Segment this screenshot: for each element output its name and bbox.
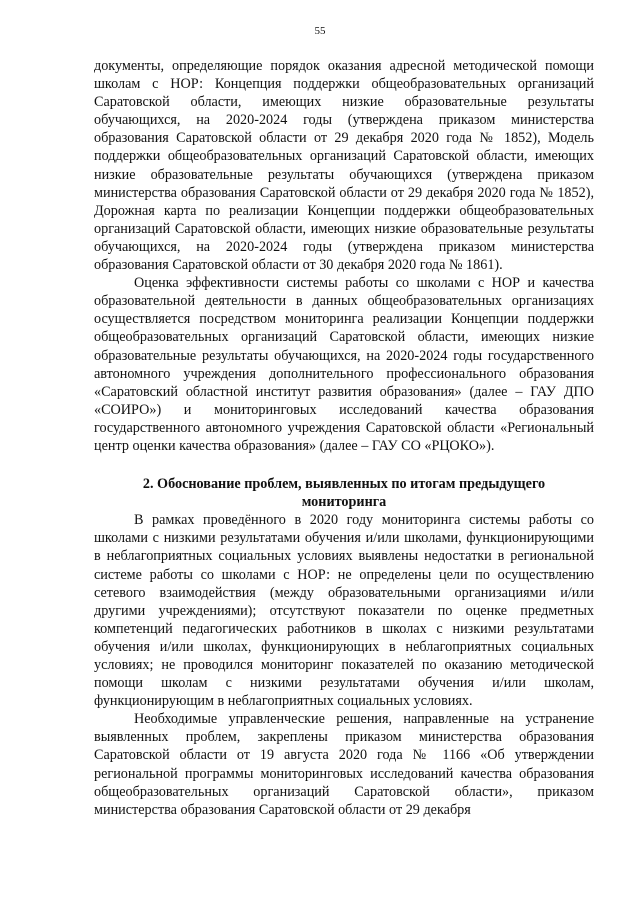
paragraph-3: В рамках проведённого в 2020 году мониторинга системы работы со школами с низкими результатами обучения и/или школами, функционирующими в неблагоприятных социальных условиях выявлены недостатки в региональной системе работы со школами с НОР: не определены цели по осуществлению сетевого взаимодействия (между образовательными организациями и/или другими учреждениями); отсутствуют показатели по оценке предметных компетенций педагогических работников в школах с низкими результатами обучения и/или школах, функционирующих в неблагоприятных социальных условиях; не проводился мониторинг показателей по оказанию методической помощи школам с низкими результатами обучения и/или школам, функционирующим в неблагоприятных социальных условиях.	[94, 512, 594, 710]
section-heading: 2. Обоснование проблем, выявленных по итогам предыдущего мониторинга	[142, 476, 546, 511]
document-body	[94, 57, 594, 819]
paragraph-4: Необходимые управленческие решения, направленные на устранение выявленных проблем, закреплены приказом министерства образования Саратовской области от 19 августа 2020 года № 1166 «Об утверждении региональной программы мониторинговых исследований качества образования общеобразовательных организаций Саратовской области», приказом министерства образования Саратовской области от 29 декабря	[94, 711, 594, 818]
paragraph-1: документы, определяющие порядок оказания адресной методической помощи школам с НОР: Концепция поддержки общеобразовательных организаций Саратовской области, имеющих низкие образовательные результаты обучающихся, на 2020-2024 годы (утверждена приказом министерства образования Саратовской области от 29 декабря 2020 года № 1852), Модель поддержки общеобразовательных организаций Саратовской области, имеющих низкие образовательные результаты обучающихся (утверждена приказом министерства образования Саратовской области от 29 декабря 2020 года № 1852), Дорожная карта по реализации Концепции поддержки общеобразовательных организаций Саратовской области, имеющих низкие образовательные результаты обучающихся, на 2020-2024 годы (утверждена приказом министерства образования Саратовской области от 30 декабря 2020 года № 1861).	[94, 58, 594, 274]
paragraph-2: Оценка эффективности системы работы со школами с НОР и качества образовательной деятельности в данных общеобразовательных организациях осуществляется посредством мониторинга реализации Концепции поддержки общеобразовательных организаций Саратовской области, имеющих низкие образовательные результаты обучающихся, на 2020-2024 годы государственного автономного учреждения дополнительного профессионального образования «Саратовский областной институт развития образования» (далее – ГАУ ДПО «СОИРО») и мониторинговых исследований качества образования государственного автономного учреждения Саратовской области «Региональный центр оценки качества образования» (далее – ГАУ СО «РЦОКО»).	[94, 275, 594, 454]
page-number: 55	[314, 25, 326, 37]
